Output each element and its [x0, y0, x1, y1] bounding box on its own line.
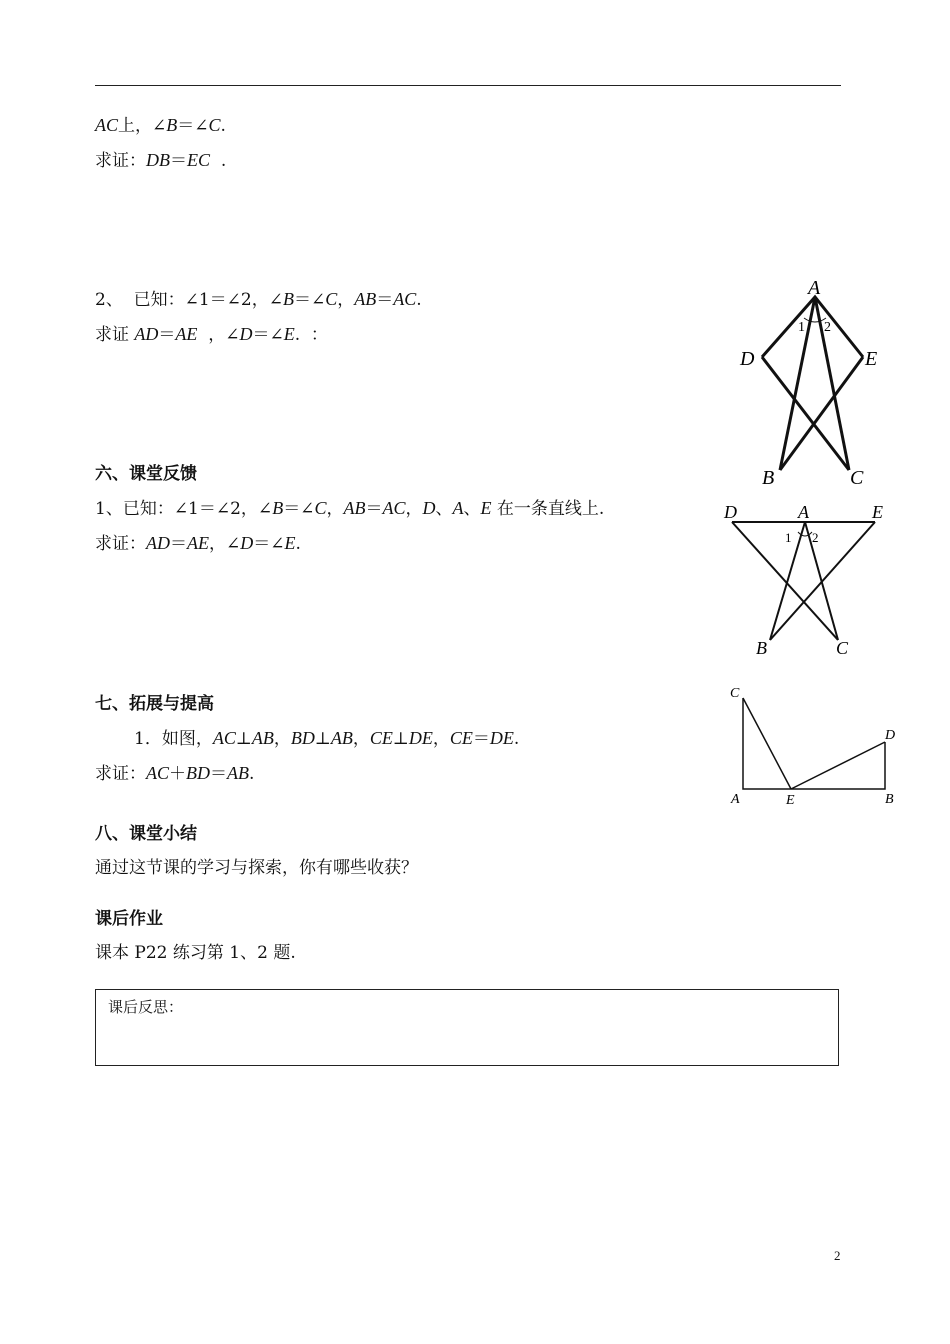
extension-prove-line: 求证：AC＋BD＝AB. — [95, 763, 255, 784]
feedback-given-line: 1、已知：∠1＝∠2，∠B＝∠C，AB＝AC，D、A、E 在一条直线上. — [95, 498, 605, 519]
fig1-label-angle1: 1 — [798, 320, 805, 335]
fig1-label-B: B — [762, 467, 775, 489]
fig3-label-B: B — [885, 792, 894, 807]
fig1-angle-arc — [804, 318, 826, 322]
fig1-label-C: C — [850, 467, 864, 489]
fig3-label-C: C — [730, 686, 740, 701]
figure-2 — [720, 500, 910, 665]
section-feedback-heading: 六、课堂反馈 — [95, 464, 197, 484]
fig2-label-B: B — [756, 638, 767, 658]
fig2-label-angle1: 1 — [785, 530, 792, 545]
fig2-label-D: D — [724, 502, 737, 522]
fig3-segment-E-D — [791, 742, 885, 789]
figure-1 — [720, 272, 910, 492]
fig3-label-D: D — [885, 728, 896, 743]
fig2-label-C: C — [836, 638, 849, 658]
fig1-segment-D-C — [762, 357, 849, 470]
fig3-segment-C-A-B-D — [743, 698, 885, 789]
homework-text: 课本 P22 练习第 1、2 题. — [95, 943, 296, 963]
fig3-label-E: E — [786, 793, 795, 808]
fig3-label-A: A — [731, 792, 740, 807]
reflection-label: 课后反思： — [108, 998, 184, 1016]
section-summary-heading: 八、课堂小结 — [95, 824, 197, 844]
q2-prove-line: 求证 AD＝AE ，∠D＝∠E. ： — [95, 324, 328, 345]
fig3-segment-C-E — [743, 698, 791, 789]
fig2-label-A: A — [798, 502, 809, 522]
fig2-label-E: E — [872, 502, 883, 522]
fig1-label-angle2: 2 — [824, 320, 831, 335]
section-extension-heading: 七、拓展与提高 — [95, 694, 214, 714]
extension-given-line: 1．如图，AC⊥AB，BD⊥AB，CE⊥DE，CE＝DE. — [134, 728, 520, 749]
prev-given-line: AC上，∠B＝∠C. — [95, 115, 226, 136]
fig1-label-E: E — [865, 348, 878, 370]
fig1-label-D: D — [740, 348, 755, 370]
prev-prove-line: 求证：DB＝EC . — [95, 150, 227, 171]
page-number: 2 — [834, 1248, 841, 1263]
fig1-label-A: A — [808, 277, 821, 299]
q2-given-line: 2、 已知：∠1＝∠2，∠B＝∠C，AB＝AC. — [95, 289, 422, 310]
reflection-box — [95, 989, 839, 1066]
section-homework-heading: 课后作业 — [95, 909, 163, 929]
figure-3 — [720, 682, 920, 810]
fig2-label-angle2: 2 — [812, 530, 819, 545]
feedback-prove-line: 求证：AD＝AE，∠D＝∠E. — [95, 533, 301, 554]
header-rule — [95, 85, 841, 86]
summary-question: 通过这节课的学习与探索，你有哪些收获？ — [95, 858, 418, 878]
